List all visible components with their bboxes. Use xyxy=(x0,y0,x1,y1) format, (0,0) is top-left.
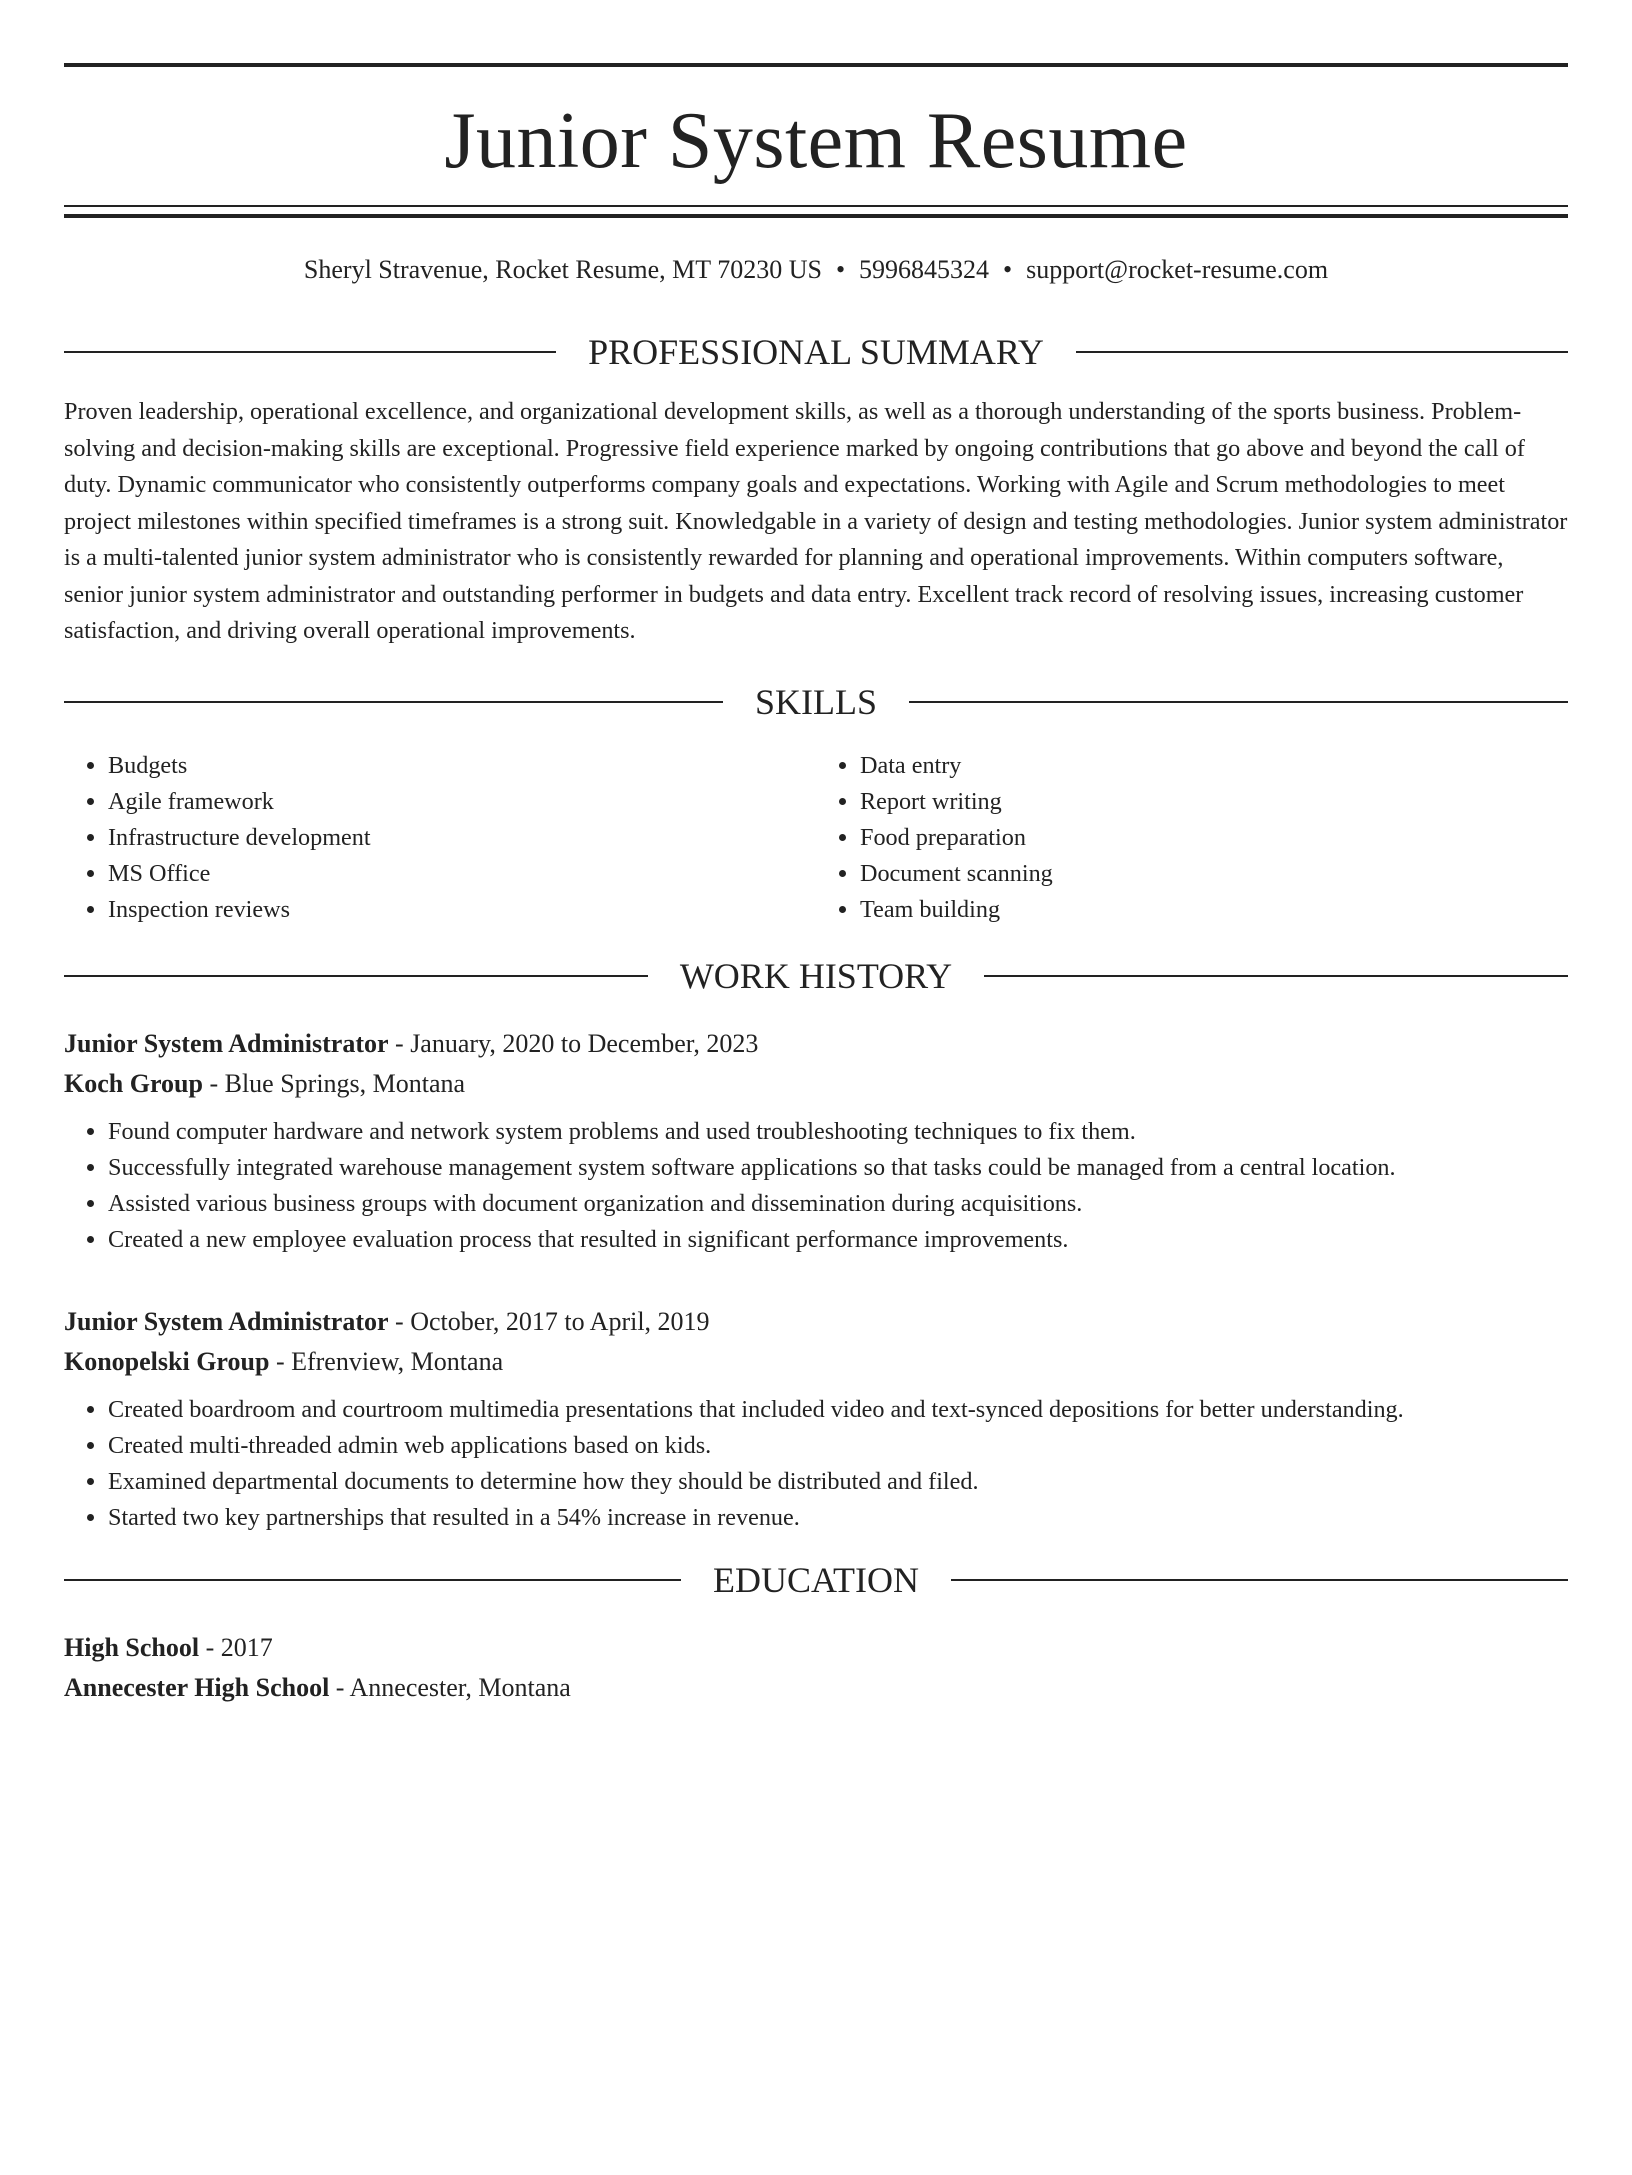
contact-email: support@rocket-resume.com xyxy=(1026,255,1329,284)
work-heading-label: WORK HISTORY xyxy=(679,955,953,996)
skills-column-left xyxy=(64,748,816,928)
job-title: Junior System Administrator xyxy=(64,1028,389,1058)
job-location: - Efrenview, Montana xyxy=(269,1346,504,1376)
skill-item: • Infrastructure development xyxy=(108,820,816,856)
contact-line xyxy=(64,250,1568,290)
resume-page xyxy=(0,63,1632,2175)
heading-rule xyxy=(984,975,1568,977)
job-company-line xyxy=(64,1064,1568,1104)
title-rule-thin xyxy=(64,205,1568,207)
skills-list xyxy=(64,748,1568,928)
job-bullet: • Created multi-threaded admin web applications based on kids. xyxy=(108,1428,1568,1464)
job-bullet: • Found computer hardware and network system problems and used troubleshooting techniques to fix them. xyxy=(108,1114,1568,1150)
summary-section-heading xyxy=(64,334,1568,370)
job-bullets xyxy=(64,1114,1568,1258)
job-dates: - October, 2017 to April, 2019 xyxy=(388,1306,710,1336)
job-location: - Blue Springs, Montana xyxy=(202,1068,466,1098)
summary-text: Proven leadership, operational excellence, and organizational development skills, as well as a thorough understanding of the sports business. Problem-solving and decision-making skills are exceptional. Progressive field experience marked by ongoing contributions that go above and beyond the call of duty. Dynamic communicator who consistently outperforms company goals and expectations. Working with Agile and Scrum methodologies to meet project milestones within specified timeframes is a strong suit. Knowledgable in a variety of design and testing methodologies. Junior system administrator is a multi-talented junior system administrator who is consistently rewarded for planning and operational improvements. Within computers software, senior junior system administrator and outstanding performer in budgets and data entry. Excellent track record of resolving issues, increasing customer satisfaction, and driving overall operational improvements. xyxy=(64,398,1568,644)
heading-rule xyxy=(64,351,556,353)
contact-phone: 5996845324 xyxy=(859,255,990,284)
heading-rule xyxy=(64,701,723,703)
education-school-line xyxy=(64,1668,1568,1708)
job-company: Koch Group xyxy=(64,1068,203,1098)
skills-heading-label: SKILLS xyxy=(755,681,878,722)
education-section-heading xyxy=(64,1559,1568,1600)
skill-item: • Document scanning xyxy=(860,856,1568,892)
education-school: Annecester High School xyxy=(64,1672,330,1702)
skills-section-heading xyxy=(64,681,1568,722)
job-bullet: • Created boardroom and courtroom multimedia presentations that included video and text-synced depositions for better understanding. xyxy=(108,1392,1568,1428)
heading-rule xyxy=(64,975,648,977)
job-title: Junior System Administrator xyxy=(64,1306,389,1336)
skill-item: • Budgets xyxy=(108,748,816,784)
education-location: - Annecester, Montana xyxy=(329,1672,571,1702)
job-bullet: • Created a new employee evaluation process that resulted in significant performance improvements. xyxy=(108,1222,1568,1258)
job-entry xyxy=(64,1302,1568,1536)
skill-item: • Inspection reviews xyxy=(108,892,816,928)
education-degree: High School xyxy=(64,1632,200,1662)
skill-item: • Team building xyxy=(860,892,1568,928)
skill-item: • Agile framework xyxy=(108,784,816,820)
heading-rule xyxy=(64,1579,681,1581)
skill-item: • Report writing xyxy=(860,784,1568,820)
skill-item: • MS Office xyxy=(108,856,816,892)
title-rule-thick xyxy=(64,214,1568,218)
skill-item: • Data entry xyxy=(860,748,1568,784)
education-heading-label: EDUCATION xyxy=(713,1559,919,1600)
job-title-line xyxy=(64,1024,1568,1064)
education-year: - 2017 xyxy=(199,1632,273,1662)
job-entry xyxy=(64,1024,1568,1258)
heading-rule xyxy=(909,701,1568,703)
heading-rule xyxy=(951,1579,1568,1581)
contact-address: Sheryl Stravenue, Rocket Resume, MT 70230 US xyxy=(303,255,822,284)
job-bullet: • Assisted various business groups with document organization and dissemination during acquisitions. xyxy=(108,1186,1568,1222)
education-degree-line xyxy=(64,1628,1568,1668)
job-bullets xyxy=(64,1392,1568,1536)
resume-title: Junior System Resume xyxy=(444,97,1188,185)
summary-heading-label: PROFESSIONAL SUMMARY xyxy=(588,332,1044,372)
job-bullet: • Started two key partnerships that resulted in a 54% increase in revenue. xyxy=(108,1500,1568,1536)
work-section-heading xyxy=(64,955,1568,996)
job-bullet: • Successfully integrated warehouse management system software applications so that tasks could be managed from a central location. xyxy=(108,1150,1568,1186)
education-entry xyxy=(64,1628,1568,1708)
top-rule xyxy=(64,63,1568,67)
contact-separator: • xyxy=(835,255,846,284)
job-bullet: • Examined departmental documents to determine how they should be distributed and filed. xyxy=(108,1464,1568,1500)
job-dates: - January, 2020 to December, 2023 xyxy=(388,1028,759,1058)
contact-separator: • xyxy=(1003,255,1013,284)
heading-rule xyxy=(1076,351,1568,353)
job-company: Konopelski Group xyxy=(64,1346,270,1376)
job-company-line xyxy=(64,1342,1568,1382)
skill-item: • Food preparation xyxy=(860,820,1568,856)
skills-column-right xyxy=(816,748,1568,928)
job-title-line xyxy=(64,1302,1568,1342)
